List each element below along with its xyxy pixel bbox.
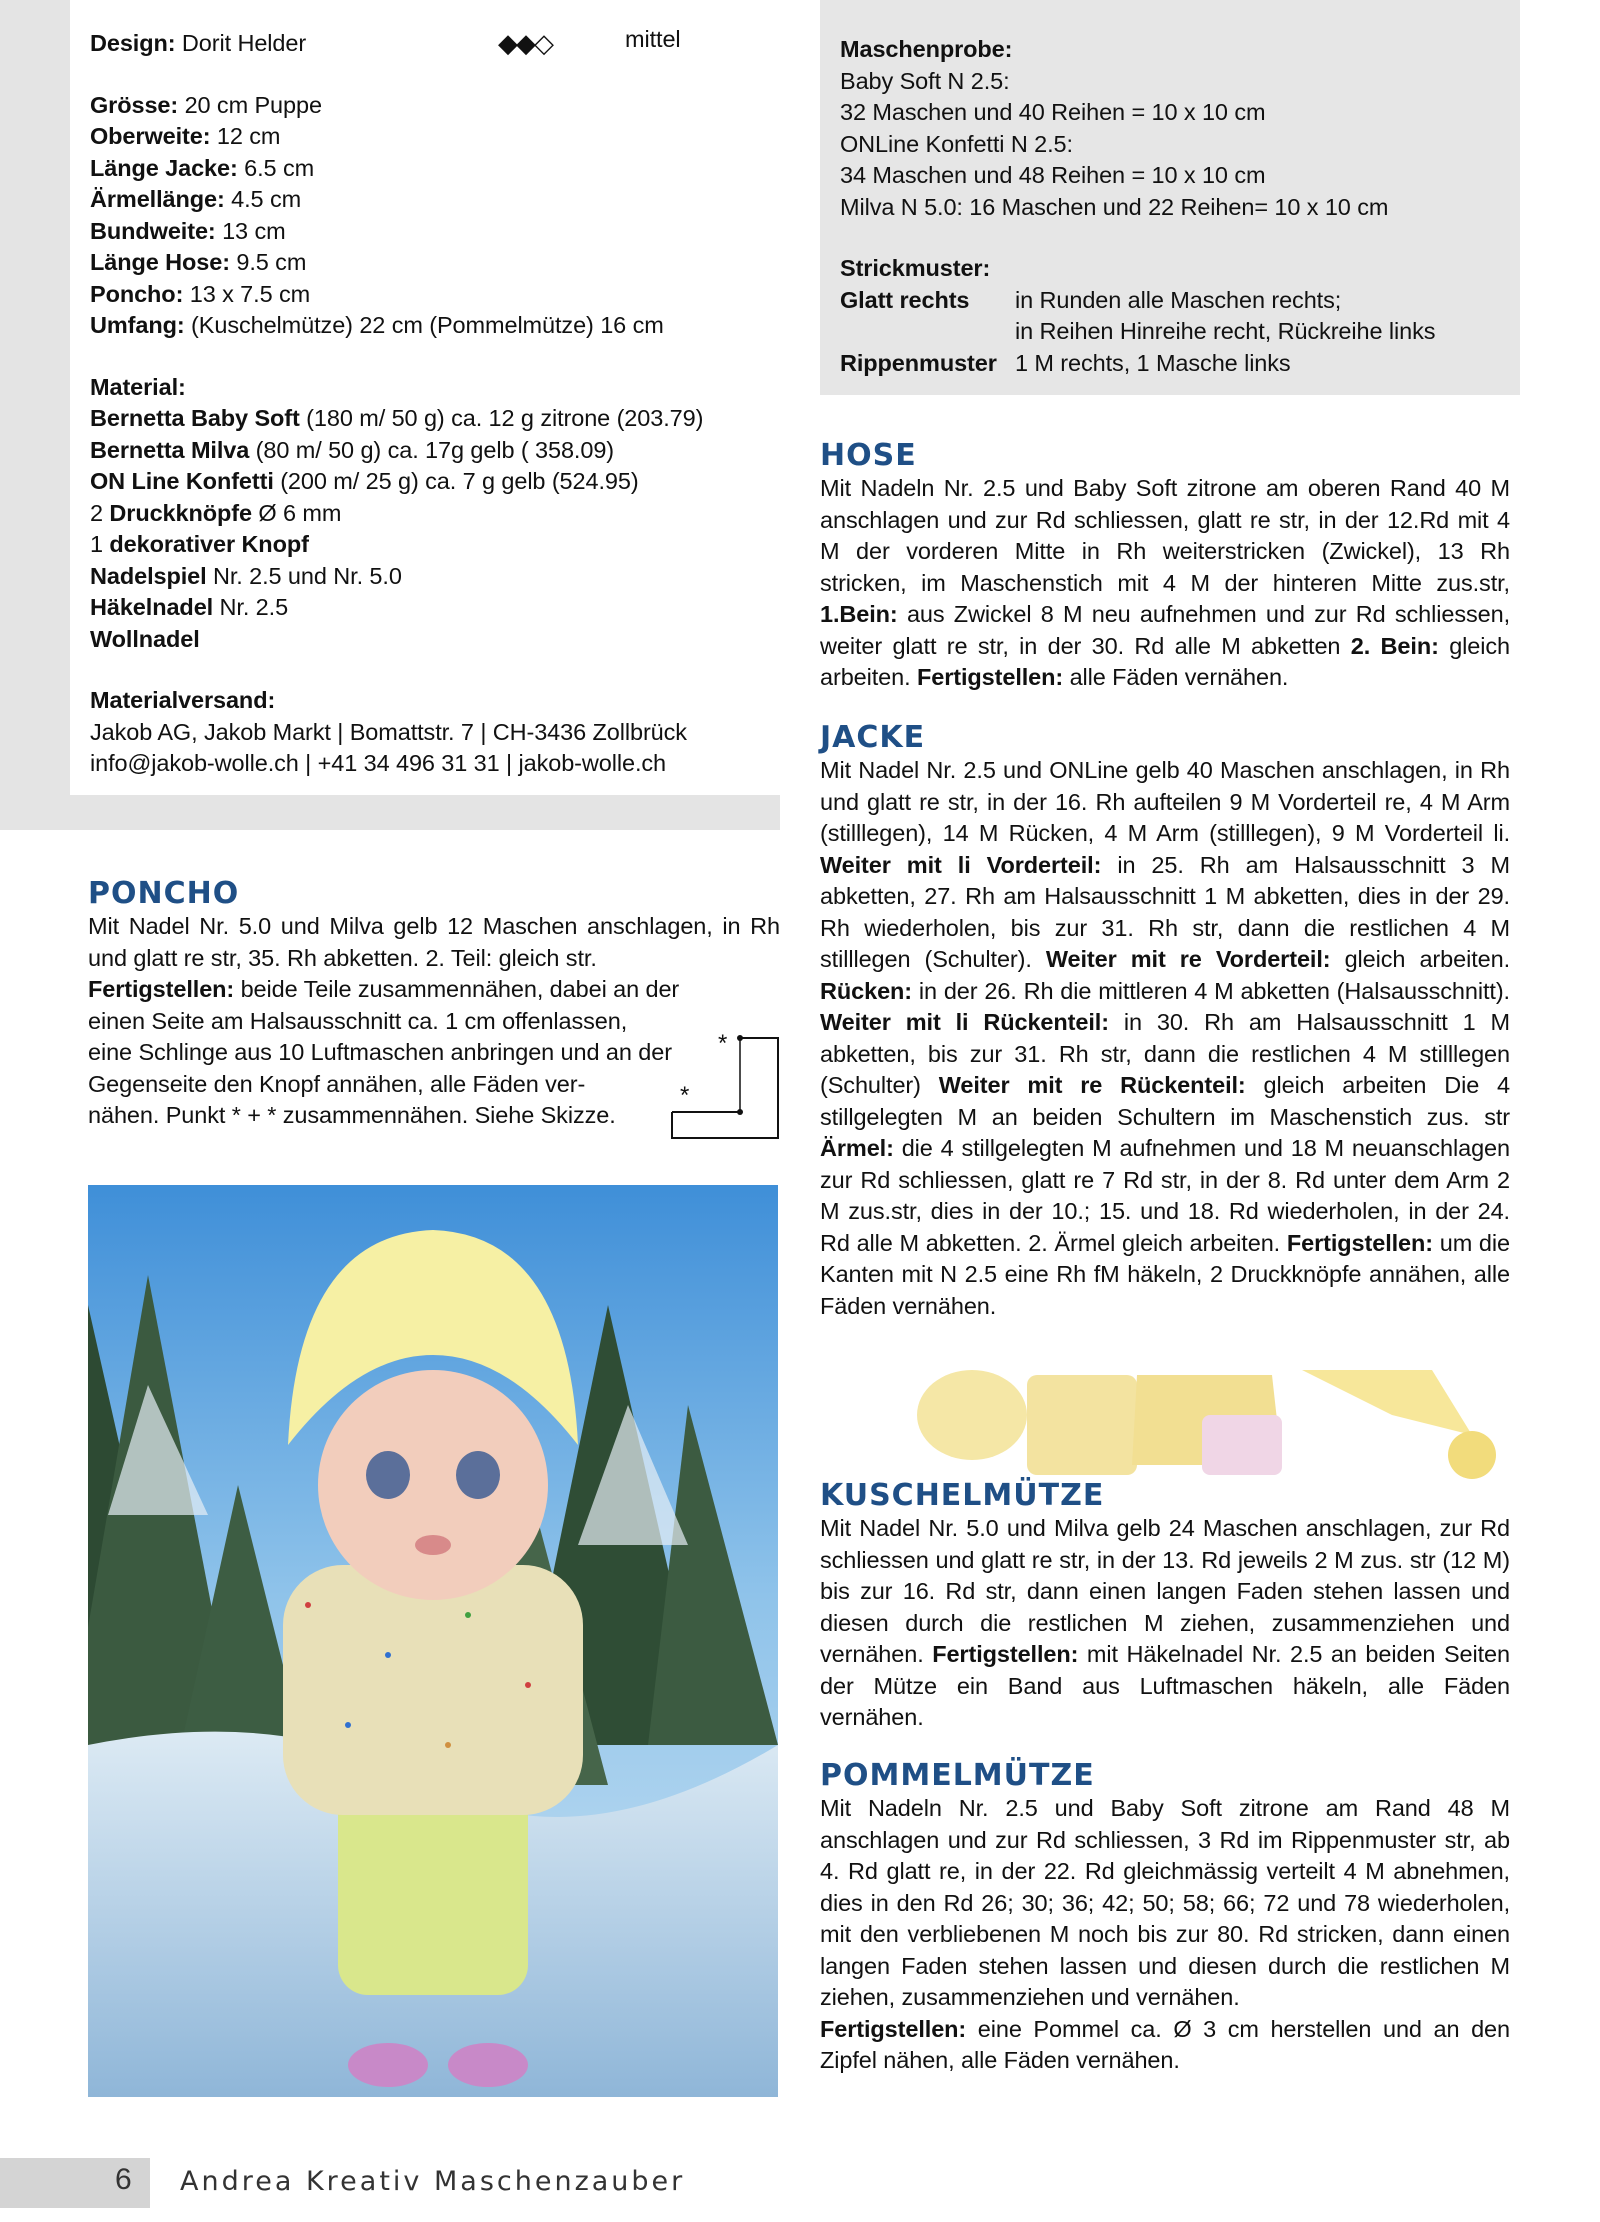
spec-value: 4.5 cm xyxy=(231,186,302,212)
material-name: ON Line Konfetti xyxy=(90,468,274,494)
pommel-section xyxy=(820,1758,1510,2077)
glatt-label: Glatt rechts xyxy=(840,286,970,313)
kuschel-text xyxy=(820,1513,1510,1734)
jacke-bold-1: Weiter mit li Vorderteil: xyxy=(820,851,1102,878)
jacke-text-3: gleich arbeiten. xyxy=(1330,946,1510,972)
material-detail: Ø 6 mm xyxy=(251,499,342,526)
spec-label: Grösse: xyxy=(90,91,179,118)
hose-section xyxy=(820,438,1510,694)
hose-text-2: aus Zwickel 8 M neu aufnehmen und zur Rd schliessen, weiter glatt re str, in der 30. Rd alle M abketten xyxy=(820,601,1510,659)
spec-item xyxy=(90,184,730,216)
spec-value: 12 cm xyxy=(216,123,281,149)
jacke-title: JACKE xyxy=(820,720,926,755)
jacke-bold-2: Weiter mit re Vorderteil: xyxy=(1045,946,1331,972)
hose-bold-1: 1.Bein: xyxy=(820,601,898,627)
pommel-title: POMMELMÜTZE xyxy=(820,1758,1095,1793)
poncho-text-2b: einen Seite am Halsausschnitt ca. 1 cm offenlassen, xyxy=(88,1007,628,1034)
spec-value: 9.5 cm xyxy=(236,249,307,275)
material-detail: (200 m/ 25 g) ca. 7 g gelb (524.95) xyxy=(273,468,639,494)
spec-value: 13 cm xyxy=(222,217,286,244)
jacke-text-4: in der 26. Rh die mittleren 4 M abketten (Halsausschnitt). xyxy=(912,977,1510,1004)
glatt-line-2: in Reihen Hinreihe recht, Rückreihe links xyxy=(1015,318,1436,344)
material-list xyxy=(90,403,730,655)
versand-line-1: Jakob AG, Jakob Markt | Bomattstr. 7 | CH-3436 Zollbrück xyxy=(90,718,687,745)
material-name: dekorativer Knopf xyxy=(109,531,309,557)
spec-item xyxy=(90,121,730,153)
jacke-text xyxy=(820,755,1510,1322)
material-item xyxy=(90,592,730,624)
probe-line: 34 Maschen und 48 Reihen = 10 x 10 cm xyxy=(840,162,1266,188)
material-item xyxy=(90,466,730,498)
rippen-label: Rippenmuster xyxy=(840,349,997,376)
spec-value: 13 x 7.5 cm xyxy=(189,280,311,307)
spec-item xyxy=(90,153,730,185)
spec-value: 20 cm Puppe xyxy=(184,91,322,118)
kuschel-text-1: Mit Nadel Nr. 5.0 und Milva gelb 24 Maschen anschlagen, zur Rd schliessen und glatt re str, in der 13. Rd jeweils 2 M zus. str (12 M) bis zur 16. Rd str, dann einen langen Faden stehen lassen und diesen durch die restlichen M ziehen, zusammenziehen und vernähen. xyxy=(820,1515,1510,1667)
info-content xyxy=(90,28,730,780)
material-name: Wollnadel xyxy=(90,625,200,652)
rippen-value: 1 M rechts, 1 Masche links xyxy=(1015,349,1291,376)
probe-line: ONLine Konfetti N 2.5: xyxy=(840,130,1073,157)
material-detail: Nr. 2.5 xyxy=(213,594,289,620)
spec-label: Poncho: xyxy=(90,280,184,307)
spec-label: Länge Hose: xyxy=(90,249,230,275)
poncho-text-2e: nähen. Punkt * + * zusammennähen. Siehe Skizze. xyxy=(88,1102,616,1128)
hose-text xyxy=(820,473,1510,694)
kuschel-section xyxy=(820,1478,1510,1734)
material-detail: (180 m/ 50 g) ca. 12 g zitrone (203.79) xyxy=(299,405,704,431)
material-item xyxy=(90,561,730,593)
probe-line: Milva N 5.0: 16 Maschen und 22 Reihen= 10 x 10 cm xyxy=(840,193,1389,220)
poncho-title: PONCHO xyxy=(88,876,240,911)
page-number: 6 xyxy=(115,2163,132,2196)
spec-item xyxy=(90,279,730,311)
jacke-bold-3: Rücken: xyxy=(820,977,913,1004)
hose-bold-3: Fertigstellen: xyxy=(916,664,1064,690)
kuschel-text-2: mit Häkelnadel Nr. 2.5 an beiden Seiten der Mütze ein Band aus Luftmaschen häkeln, alle Fäden vernähen. xyxy=(820,1641,1510,1730)
design-value: Dorit Helder xyxy=(181,30,307,56)
footer-title: Andrea Kreativ Maschenzauber xyxy=(180,2166,686,2197)
material-name: Druckknöpfe xyxy=(109,499,252,526)
versand-line-2: info@jakob-wolle.ch | +41 34 496 31 31 | jakob-wolle.ch xyxy=(90,750,666,776)
sketch-star-1: * xyxy=(718,1030,728,1057)
poncho-text-2c: eine Schlinge aus 10 Luftmaschen anbringen und an der xyxy=(88,1039,672,1065)
spec-item xyxy=(90,216,730,248)
material-name: Bernetta Milva xyxy=(90,436,250,463)
kuschel-title: KUSCHELMÜTZE xyxy=(820,1478,1105,1513)
hose-bold-2: 2. Bein: xyxy=(1350,632,1439,659)
material-detail: Nr. 2.5 und Nr. 5.0 xyxy=(206,562,402,589)
material-name: Nadelspiel xyxy=(90,562,207,589)
difficulty-icon: ◆◆◇ xyxy=(498,28,552,58)
jacke-section xyxy=(820,720,1510,1322)
spec-item xyxy=(90,90,730,122)
material-name: Bernetta Baby Soft xyxy=(90,405,300,431)
pommel-text-2: eine Pommel ca. Ø 3 cm herstellen und an den Zipfel nähen, alle Fäden vernähen. xyxy=(820,2015,1510,2073)
design-label: Design: xyxy=(90,30,176,56)
spec-label: Oberweite: xyxy=(90,123,211,149)
material-item xyxy=(90,498,730,530)
sketch-star-2: * xyxy=(680,1082,690,1109)
jacke-text-1: Mit Nadel Nr. 2.5 und ONLine gelb 40 Maschen anschlagen, in Rh und glatt re str, in der 16. Rh aufteilen 9 M Vorderteil re, 4 M Arm (stilllegen), 14 M Rücken, 4 M Arm (stilllegen), 9 M Vorderteil li. xyxy=(820,757,1510,846)
doll-photo xyxy=(88,1185,778,2097)
material-detail: (80 m/ 50 g) ca. 17g gelb ( 358.09) xyxy=(249,436,615,463)
strickmuster-heading: Strickmuster: xyxy=(840,255,991,281)
material-qty: 2 xyxy=(90,499,110,526)
spec-value: 6.5 cm xyxy=(244,154,315,181)
jacke-text-2: in 25. Rh am Halsausschnitt 3 M abketten, 27. Rh am Halsausschnitt 1 M abketten, dies in der 29. Rh wiederholen, bis zur 31. Rh str, dann die restlichen 4 M stilllegen (Schulter). xyxy=(820,851,1510,972)
pommel-text-1: Mit Nadeln Nr. 2.5 und Baby Soft zitrone am Rand 48 M anschlagen und zur Rd schliessen, 3 Rd im Rippenmuster str, ab 4. Rd glatt re, in der 22. Rd gleichmässig verteilt 4 M abnehmen, dies in den Rd 26; 30; 36; 42; 50; 58; 66; 72 und 78 wiederholen, mit den verbliebenen M noch bis zur 80. Rd stricken, dann einen langen Faden stehen lassen und diesen durch die restlichen M ziehen, zusammenziehen und vernähen. xyxy=(820,1795,1510,2010)
hose-text-3: gleich arbeiten. xyxy=(820,632,1510,690)
jacke-text-6: gleich arbeiten Die 4 stillgelegten M an beiden Schultern im Maschenstich zus. str xyxy=(820,1072,1510,1130)
maschenprobe-content xyxy=(840,34,1510,379)
spec-label: Ärmellänge: xyxy=(90,186,225,212)
material-qty: 1 xyxy=(90,531,110,557)
hose-title: HOSE xyxy=(820,438,917,473)
material-item xyxy=(90,435,730,467)
hose-text-1: Mit Nadeln Nr. 2.5 und Baby Soft zitrone am oberen Rand 40 M anschlagen und zur Rd schliessen, glatt re str, in der 12.Rd mit 4 M der vorderen Mitte in Rh weiterstricken (Zwickel), 13 Rh stricken, im Maschenstich mit 4 M der hinteren Mitte zus.str, xyxy=(820,475,1510,596)
material-item xyxy=(90,403,730,435)
difficulty-label: mittel xyxy=(625,26,681,52)
hose-text-4: alle Fäden vernähen. xyxy=(1063,664,1289,690)
material-item xyxy=(90,624,730,656)
design-line xyxy=(90,28,730,60)
material-item xyxy=(90,529,730,561)
kuschel-bold-1: Fertigstellen: xyxy=(932,1641,1079,1667)
jacke-text-5: in 30. Rh am Halsausschnitt 1 M abketten, bis zur 31. Rh str, dann die restlichen 4 M stilllegen (Schulter) xyxy=(820,1009,1510,1098)
glatt-line-1: in Runden alle Maschen rechts; xyxy=(1015,286,1342,313)
poncho-fert-label: Fertigstellen: xyxy=(88,976,235,1002)
jacke-bold-7: Fertigstellen: xyxy=(1286,1229,1433,1256)
poncho-text-2d: Gegenseite den Knopf annähen, alle Fäden ver- xyxy=(88,1070,586,1097)
material-name: Häkelnadel xyxy=(90,594,214,620)
spec-item xyxy=(90,310,730,342)
probe-heading: Maschenprobe: xyxy=(840,36,1013,62)
spec-label: Länge Jacke: xyxy=(90,154,238,181)
jacke-bold-5: Weiter mit re Rückenteil: xyxy=(938,1072,1246,1098)
jacke-text-7: die 4 stillgelegten M aufnehmen und 18 M neuanschlagen zur Rd schliessen, glatt re 7 Rd str, in der 8. Rd unter dem Arm 2 M zus.str, dies in der 10.; 15. und 18. Rd wiederholen, in der 24. Rd alle M abketten. 2. Ärmel gleich arbeiten. xyxy=(820,1135,1510,1256)
jacke-text-8: um die Kanten mit N 2.5 eine Rh fM häkeln, 2 Druckknöpfe annähen, alle Fäden vernähen. xyxy=(820,1229,1510,1319)
probe-line: 32 Maschen und 40 Reihen = 10 x 10 cm xyxy=(840,99,1266,125)
spec-item xyxy=(90,247,730,279)
spec-label: Umfang: xyxy=(90,312,185,338)
jacke-bold-6: Ärmel: xyxy=(820,1135,894,1161)
spec-label: Bundweite: xyxy=(90,217,216,244)
spec-list xyxy=(90,90,730,342)
pommel-bold-1: Fertigstellen: xyxy=(820,2015,967,2042)
jacke-bold-4: Weiter mit li Rückenteil: xyxy=(820,1009,1109,1035)
material-heading: Material: xyxy=(90,373,186,400)
poncho-text-1: Mit Nadel Nr. 5.0 und Milva gelb 12 Maschen anschlagen, in Rh und glatt re str, 35. Rh abketten. 2. Teil: gleich str. xyxy=(88,913,780,971)
poncho-text-2a: beide Teile zusammennähen, dabei an der xyxy=(234,976,680,1002)
versand-heading: Materialversand: xyxy=(90,687,276,713)
spec-value: (Kuschelmütze) 22 cm (Pommelmütze) 16 cm xyxy=(191,312,664,338)
probe-line: Baby Soft N 2.5: xyxy=(840,67,1010,94)
